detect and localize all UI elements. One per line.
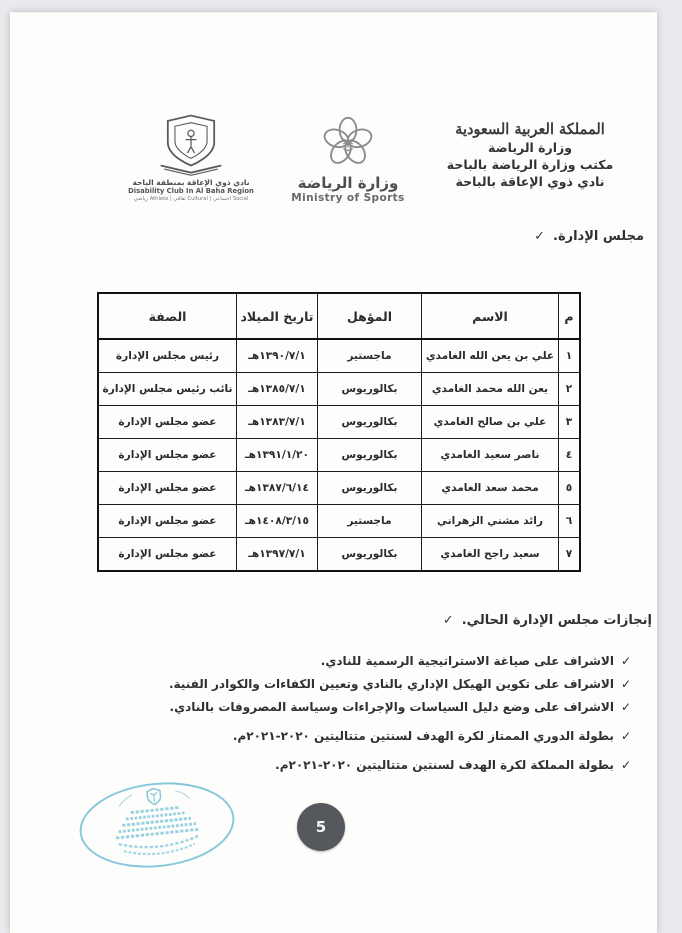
club-caption-english: Disability Club In Al Baha Region <box>128 187 254 195</box>
achievement-item <box>10 696 631 719</box>
achievement-item <box>10 754 631 777</box>
board-section-heading <box>10 229 657 244</box>
table-row <box>98 472 580 505</box>
table-cell: علي بن يعن الله الغامدي <box>422 339 559 373</box>
column-header-1: الاسم <box>422 293 559 339</box>
check-icon: ✓ <box>620 729 631 743</box>
table-cell: ٣ <box>559 406 581 439</box>
table-cell: ٦ <box>559 505 581 538</box>
board-table-body <box>98 339 580 571</box>
table-cell: عضو مجلس الإدارة <box>98 406 237 439</box>
table-row <box>98 538 580 572</box>
achievement-text: الاشراف على تكوين الهيكل الإداري بالنادي وتعيين الكفاءات والكوادر الفنية. <box>168 677 614 691</box>
table-cell: سعيد راجح الغامدي <box>422 538 559 572</box>
board-table-head <box>98 293 580 339</box>
table-row <box>98 406 580 439</box>
table-cell: محمد سعد الغامدي <box>422 472 559 505</box>
table-cell: بكالوريوس <box>318 439 422 472</box>
table-cell: ١٣٩٠/٧/١هـ <box>237 339 318 373</box>
table-cell: رئيس مجلس الإدارة <box>98 339 237 373</box>
table-row <box>98 439 580 472</box>
table-cell: عضو مجلس الإدارة <box>98 538 237 572</box>
table-cell: عضو مجلس الإدارة <box>98 439 237 472</box>
table-cell: عضو مجلس الإدارة <box>98 505 237 538</box>
table-row <box>98 505 580 538</box>
letterhead-kingdom-line: المملكة العربية السعودية <box>455 120 605 139</box>
check-icon: ✓ <box>534 229 545 244</box>
column-header-2: المؤهل <box>318 293 422 339</box>
table-cell: ١٣٩١/١/٢٠هـ <box>237 439 318 472</box>
check-icon: ✓ <box>620 700 631 714</box>
club-caption-arabic: نادي ذوي الإعاقة بمنطقة الباحة <box>132 178 250 187</box>
achievement-text: الاشراف على وضع دليل السياسات والإجراءات وسياسة المصروفات بالنادي. <box>169 700 614 714</box>
table-cell: ١٤٠٨/٣/١٥هـ <box>237 505 318 538</box>
check-icon: ✓ <box>620 758 631 772</box>
table-cell: عضو مجلس الإدارة <box>98 472 237 505</box>
table-cell: بكالوريوس <box>318 538 422 572</box>
table-cell: ٤ <box>559 439 581 472</box>
table-cell: ١ <box>559 339 581 373</box>
page-number-badge <box>297 803 345 851</box>
achievement-text: بطولة المملكة لكرة الهدف لسنتين متتاليتين ٢٠٢٠-٢٠٢١م. <box>275 758 614 772</box>
table-cell: ١٣٩٧/٧/١هـ <box>237 538 318 572</box>
ministry-flower-icon <box>306 114 390 172</box>
table-cell: ماجستير <box>318 339 422 373</box>
column-header-0: م <box>559 293 581 339</box>
letterhead-office-line: مكتب وزارة الرياضة بالباحة <box>446 157 614 172</box>
letterhead-ministry-line: وزارة الرياضة <box>488 140 572 155</box>
column-header-4: الصفة <box>98 293 237 339</box>
ministry-name-english: Ministry of Sports <box>291 192 405 204</box>
club-shield-icon <box>143 112 239 178</box>
table-cell: ١٣٨٣/٧/١هـ <box>237 406 318 439</box>
achievements-list <box>10 650 657 777</box>
table-row <box>98 339 580 373</box>
letterhead <box>417 120 643 190</box>
board-table-head-row <box>98 293 580 339</box>
table-cell: ١٣٨٧/٦/١٤هـ <box>237 472 318 505</box>
achievements-heading-text: إنجازات مجلس الإدارة الحالي. <box>461 613 652 628</box>
table-cell: ماجستير <box>318 505 422 538</box>
table-cell: ٥ <box>559 472 581 505</box>
table-cell: ٢ <box>559 373 581 406</box>
achievement-item <box>10 725 631 748</box>
achievement-text: بطولة الدوري الممتاز لكرة الهدف لسنتين متتاليتين ٢٠٢٠-٢٠٢١م. <box>232 729 614 743</box>
achievement-item <box>10 673 631 696</box>
table-cell: رائد مشني الزهراني <box>422 505 559 538</box>
table-cell: بكالوريوس <box>318 373 422 406</box>
check-icon: ✓ <box>620 677 631 691</box>
table-row <box>98 373 580 406</box>
achievements-section-heading <box>10 613 657 628</box>
ministry-name-arabic: وزارة الرياضة <box>297 174 399 192</box>
club-logo <box>128 112 254 203</box>
table-cell: يعن الله محمد الغامدي <box>422 373 559 406</box>
table-cell: نائب رئيس مجلس الإدارة <box>98 373 237 406</box>
board-members-table <box>97 292 581 572</box>
column-header-3: تاريخ الميلاد <box>237 293 318 339</box>
page-number: 5 <box>315 818 327 836</box>
table-cell: ناصر سعيد الغامدي <box>422 439 559 472</box>
letterhead-club-line: نادي ذوي الإعاقة بالباحة <box>455 174 605 189</box>
club-caption-tags: رياضي Athlete | ثقافي Cultural | اجتماعي Social <box>133 195 249 202</box>
achievement-item <box>10 650 631 673</box>
official-stamp-icon <box>72 770 243 880</box>
table-cell: ٧ <box>559 538 581 572</box>
table-cell: علي بن صالح الغامدي <box>422 406 559 439</box>
table-cell: ١٣٨٥/٧/١هـ <box>237 373 318 406</box>
board-heading-text: مجلس الإدارة. <box>553 229 644 244</box>
achievement-text: الاشراف على صياغة الاستراتيجية الرسمية للنادي. <box>320 654 614 668</box>
check-icon: ✓ <box>442 613 454 628</box>
check-icon: ✓ <box>620 654 631 668</box>
ministry-logo <box>272 114 424 205</box>
document-page <box>10 12 657 933</box>
table-cell: بكالوريوس <box>318 406 422 439</box>
table-cell: بكالوريوس <box>318 472 422 505</box>
